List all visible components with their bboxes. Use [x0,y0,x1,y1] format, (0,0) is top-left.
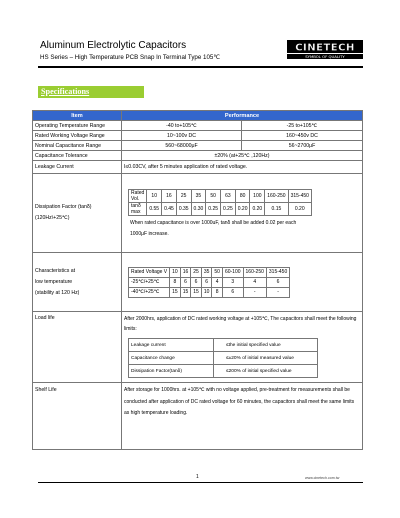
voltage-cell: 25 [176,189,191,202]
document-subtitle: HS Series – High Temperature PCB Snap In Terminal Type 105℃ [40,54,221,61]
voltage-cell: 100 [250,189,265,202]
ratio-cell: 6 [201,277,212,287]
col-header-item: Item [33,111,122,121]
ratio-cell: 10 [201,287,212,297]
row-header-cell: Rated Voltage V [129,267,170,277]
tan-delta-cell: 0.25 [221,202,236,215]
col-header-performance: Performance [122,111,363,121]
table-row [33,161,363,174]
ratio-cell: 16 [180,267,191,277]
tan-delta-table [128,189,312,216]
voltage-cell: 35 [191,189,206,202]
tan-delta-cell: 0.20 [250,202,265,215]
section-title: Specifications [41,87,90,96]
document-title: Aluminum Electrolytic Capacitors [40,40,187,51]
cell-value: ±20% (at+25℃ ,120Hz) [122,151,363,161]
limit-item: Capacitance change [129,352,214,365]
rated-voltage-label-2: Vol. [131,195,140,202]
table-row [33,253,363,312]
shelf-life-text: After storage for 1000hrs. at +105℃ with no voltage applied, pre-treatment for measurements shall be conducted after application of DC rated voltage for 60 minutes, the capacitors shall meet the same limits as high temperature loading. [124,387,355,416]
limit-value: ≤200% of initial specified value [214,365,318,378]
tan-delta-cell: 0.20 [235,202,250,215]
row-label: Characteristics at [35,267,76,274]
tan-delta-cell: 0.20 [288,202,311,215]
ratio-cell: 6 [266,277,289,287]
table-row [33,312,363,383]
company-logo [287,40,363,60]
tan-delta-cell: 0.55 [147,202,162,215]
ratio-cell: 10 [170,267,181,277]
voltage-cell: 160-250 [265,189,288,202]
footer-rule [38,482,363,483]
section-banner [38,86,144,98]
ratio-cell: 4 [243,277,266,287]
ratio-cell: 160-250 [243,267,266,277]
load-life-limits [128,338,318,378]
cell-value: 560~68000μF [122,141,242,151]
tan-delta-label: tanδ [131,202,141,209]
dissipation-note-2: 1000μF increase. [130,230,169,237]
ratio-cell: - [243,287,266,297]
limit-item: Leakage current [129,339,214,352]
tan-delta-cell: 0.35 [176,202,191,215]
row-label-2: low temperature [35,278,73,285]
limit-value: ≤the initial specified value [214,339,318,352]
ratio-cell: 50 [212,267,223,277]
ratio-cell: 315-450 [266,267,289,277]
row-label: Dissipation Factor (tanδ) [35,204,92,210]
table-row [33,174,363,253]
table-row [33,121,363,131]
row-label: Shelf Life [33,383,122,450]
specifications-table [32,110,363,450]
limit-row [129,339,318,352]
limit-value: ≤±20% of initial measured value [214,352,318,365]
ratio-cell: 15 [170,287,181,297]
ratio-cell: - [266,287,289,297]
footer-website: www.cinetech.com.tw [305,476,340,480]
ratio-cell: 6 [180,277,191,287]
low-temp-table [128,267,290,298]
cell-value: 160~450v DC [242,131,363,141]
row-label-condition: (120Hz\+25℃) [35,215,70,221]
limit-row [129,365,318,378]
table-row [33,383,363,450]
ratio-cell: 6 [222,287,243,297]
voltage-cell: 80 [235,189,250,202]
row-label: Leakage Current [33,161,122,174]
table-row [33,151,363,161]
ratio-cell: 25 [191,267,202,277]
svg-text:CINETECH: CINETECH [295,42,355,54]
voltage-cell: 315-450 [288,189,311,202]
cell-value: 56~2700μF [242,141,363,151]
ratio-cell: 4 [212,277,223,287]
row-header-cell: -40℃/+25℃ [129,287,170,297]
ratio-cell: 15 [191,287,202,297]
ratio-cell: 15 [180,287,191,297]
row-header-cell: -25℃/+25℃ [129,277,170,287]
voltage-cell: 63 [221,189,236,202]
limit-item: Dissipation Factor(tanδ) [129,365,214,378]
voltage-cell: 50 [206,189,221,202]
table-row [33,131,363,141]
row-label: Operating Temperature Range [33,121,122,131]
tan-delta-cell: 0.30 [191,202,206,215]
page-number: 1 [196,474,199,480]
tan-delta-cell: 0.25 [206,202,221,215]
ratio-cell: 8 [212,287,223,297]
row-label: Capacitance Tolerance [33,151,122,161]
cell-value: 10~100v DC [122,131,242,141]
row-label-condition: (stability at 120 Hz) [35,289,80,296]
cell-value: I≤0.03CV, after 5 minutes application of rated voltage. [122,161,363,174]
tan-delta-cell: 0.15 [265,202,288,215]
load-life-text: After 2000hrs, application of DC rated working voltage at +105℃, The capacitors shall meet the following limits: [124,316,357,332]
voltage-cell: 16 [162,189,177,202]
ratio-cell: 35 [201,267,212,277]
row-label: Load life [33,312,122,383]
dissipation-note: When rated capacitance is over 1000uF, tanδ shall be added 0.02 per each [130,219,297,226]
tan-delta-cell: 0.45 [162,202,177,215]
cell-value: -25 to+105℃ [242,121,363,131]
ratio-cell: 8 [170,277,181,287]
row-label: Nominal Capacitance Range [33,141,122,151]
voltage-cell: 10 [147,189,162,202]
ratio-cell: 3 [222,277,243,287]
table-row [33,141,363,151]
ratio-cell: 60-100 [222,267,243,277]
ratio-cell: 6 [191,277,202,287]
cell-value: -40 to+105℃ [122,121,242,131]
row-label: Rated Working Voltage Range [33,131,122,141]
limit-row [129,352,318,365]
tan-delta-label-2: max [131,208,141,215]
rated-voltage-label: Rated [131,189,145,196]
header-rule [38,66,363,68]
svg-text:SYMBOL OF QUALITY: SYMBOL OF QUALITY [305,54,345,60]
